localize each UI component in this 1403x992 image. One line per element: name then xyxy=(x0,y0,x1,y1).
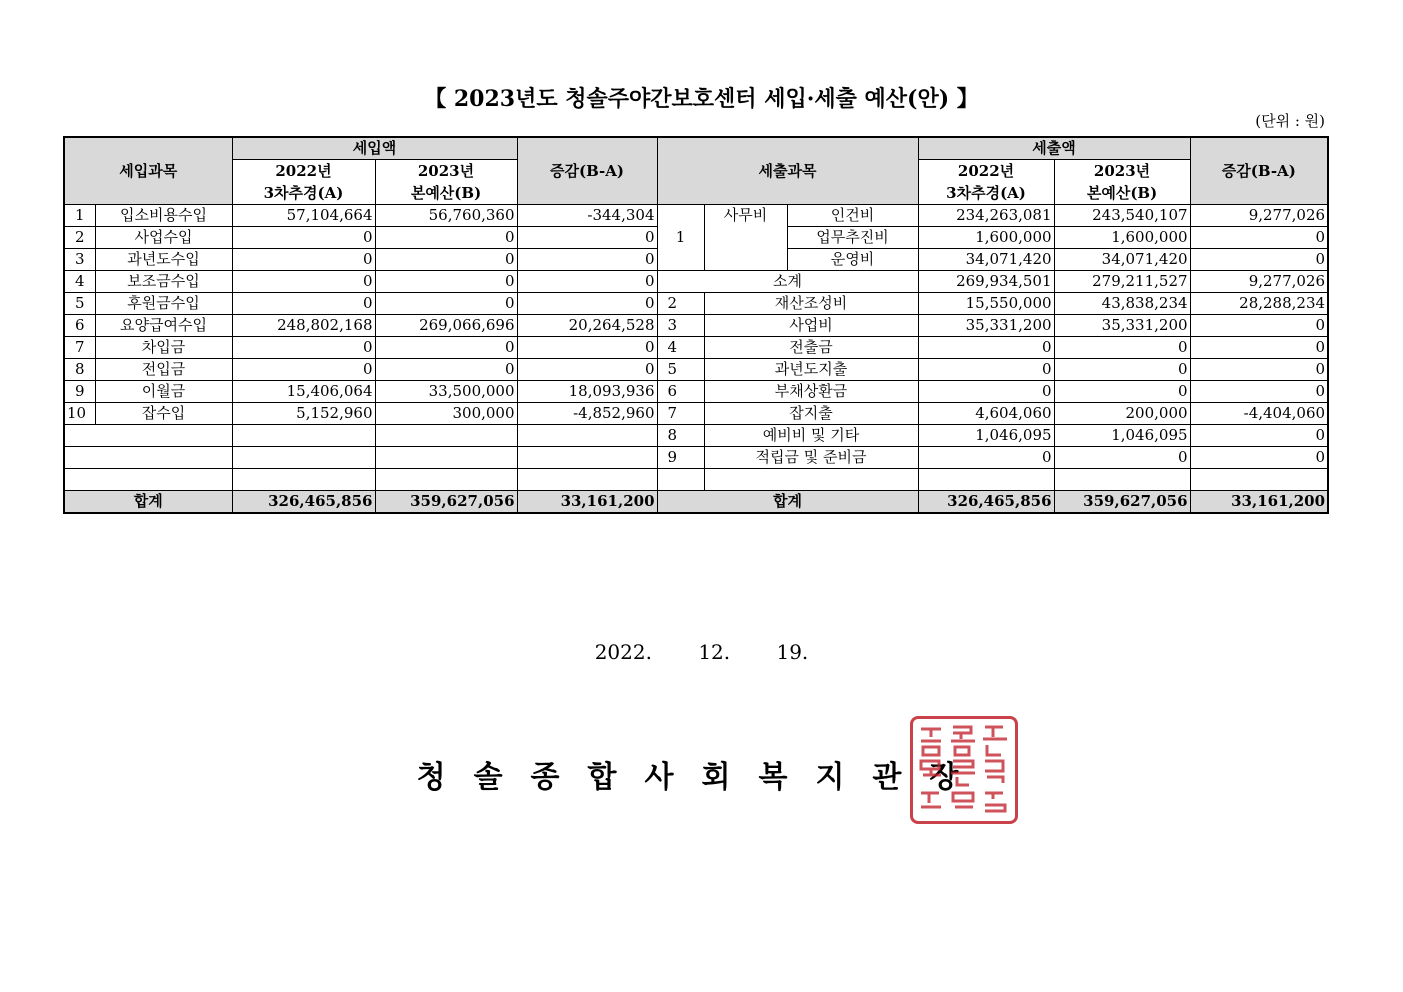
expense-name: 예비비 및 기타 xyxy=(704,425,918,447)
expense-diff: 0 xyxy=(1190,227,1328,249)
expense-no: 1 xyxy=(657,205,704,271)
expense-2023-header: 2023년 xyxy=(1054,160,1190,183)
expense-2022: 269,934,501 xyxy=(918,271,1054,293)
expense-2022-sub: 3차추경(A) xyxy=(918,182,1054,205)
income-2023: 0 xyxy=(375,249,517,271)
income-2023: 0 xyxy=(375,293,517,315)
expense-2023-sub: 본예산(B) xyxy=(1054,182,1190,205)
table-row xyxy=(64,271,1328,293)
income-total-2023: 359,627,056 xyxy=(375,491,517,514)
expense-item-header: 세출과목 xyxy=(657,137,918,205)
empty-cell xyxy=(375,469,517,491)
expense-diff: 0 xyxy=(1190,337,1328,359)
page-title: 【 2023년도 청솔주야간보호센터 세입·세출 예산(안) 】 xyxy=(424,86,979,112)
income-name: 잡수입 xyxy=(95,403,232,425)
income-2023: 269,066,696 xyxy=(375,315,517,337)
empty-cell xyxy=(517,447,657,469)
expense-2022: 0 xyxy=(918,447,1054,469)
expense-2023: 0 xyxy=(1054,337,1190,359)
total-row xyxy=(64,491,1328,514)
income-no: 1 xyxy=(64,205,95,227)
expense-no: 6 xyxy=(657,381,704,403)
table-row xyxy=(64,447,1328,469)
expense-subtotal-label: 소계 xyxy=(657,271,918,293)
income-amount-header: 세입액 xyxy=(232,137,517,160)
empty-cell xyxy=(64,469,232,491)
income-no: 10 xyxy=(64,403,95,425)
expense-2023: 1,600,000 xyxy=(1054,227,1190,249)
expense-name: 재산조성비 xyxy=(704,293,918,315)
expense-diff: 0 xyxy=(1190,425,1328,447)
income-2022: 5,152,960 xyxy=(232,403,375,425)
expense-2022: 15,550,000 xyxy=(918,293,1054,315)
header-row-1 xyxy=(64,137,1328,160)
expense-2022: 0 xyxy=(918,381,1054,403)
expense-2022: 234,263,081 xyxy=(918,205,1054,227)
income-diff: -4,852,960 xyxy=(517,403,657,425)
expense-no: 3 xyxy=(657,315,704,337)
expense-2023: 1,046,095 xyxy=(1054,425,1190,447)
expense-diff: -4,404,060 xyxy=(1190,403,1328,425)
income-name: 전입금 xyxy=(95,359,232,381)
expense-name: 사업비 xyxy=(704,315,918,337)
income-no: 7 xyxy=(64,337,95,359)
expense-2023: 0 xyxy=(1054,447,1190,469)
table-row xyxy=(64,359,1328,381)
income-name: 요양급여수입 xyxy=(95,315,232,337)
empty-cell xyxy=(704,469,918,491)
expense-subitem: 운영비 xyxy=(787,249,918,271)
official-seal-icon xyxy=(910,716,1018,824)
income-no: 2 xyxy=(64,227,95,249)
income-diff: 0 xyxy=(517,227,657,249)
income-2023: 33,500,000 xyxy=(375,381,517,403)
expense-diff: 0 xyxy=(1190,315,1328,337)
table-row xyxy=(64,469,1328,491)
table-row xyxy=(64,425,1328,447)
income-2022-sub: 3차추경(A) xyxy=(232,182,375,205)
expense-2023: 200,000 xyxy=(1054,403,1190,425)
expense-2023: 243,540,107 xyxy=(1054,205,1190,227)
expense-2023: 0 xyxy=(1054,381,1190,403)
seal-graphic xyxy=(913,719,1015,821)
income-name: 차입금 xyxy=(95,337,232,359)
expense-diff: 0 xyxy=(1190,359,1328,381)
expense-diff-header: 증감(B-A) xyxy=(1190,137,1328,205)
expense-no: 5 xyxy=(657,359,704,381)
income-2022: 0 xyxy=(232,249,375,271)
empty-cell xyxy=(657,469,704,491)
expense-diff: 0 xyxy=(1190,249,1328,271)
expense-amount-header: 세출액 xyxy=(918,137,1190,160)
empty-cell xyxy=(64,425,232,447)
expense-no: 2 xyxy=(657,293,704,315)
income-name: 과년도수입 xyxy=(95,249,232,271)
income-total-2022: 326,465,856 xyxy=(232,491,375,514)
table-row xyxy=(64,293,1328,315)
income-no: 9 xyxy=(64,381,95,403)
empty-cell xyxy=(375,447,517,469)
empty-cell xyxy=(232,469,375,491)
income-diff: 0 xyxy=(517,271,657,293)
expense-2022-header: 2022년 xyxy=(918,160,1054,183)
income-diff: 0 xyxy=(517,359,657,381)
empty-cell xyxy=(375,425,517,447)
income-total-diff: 33,161,200 xyxy=(517,491,657,514)
income-2023: 56,760,360 xyxy=(375,205,517,227)
income-2023: 300,000 xyxy=(375,403,517,425)
expense-diff: 0 xyxy=(1190,447,1328,469)
income-2022-header: 2022년 xyxy=(232,160,375,183)
expense-total-label: 합계 xyxy=(657,491,918,514)
income-2023-header: 2023년 xyxy=(375,160,517,183)
income-no: 3 xyxy=(64,249,95,271)
organization-name: 청솔종합사회복지관장 xyxy=(416,760,987,795)
expense-office-label: 사무비 xyxy=(704,205,787,271)
income-diff: 18,093,936 xyxy=(517,381,657,403)
income-diff: 20,264,528 xyxy=(517,315,657,337)
income-name: 입소비용수입 xyxy=(95,205,232,227)
income-total-label: 합계 xyxy=(64,491,232,514)
income-diff: -344,304 xyxy=(517,205,657,227)
income-no: 8 xyxy=(64,359,95,381)
income-2022: 0 xyxy=(232,293,375,315)
expense-diff: 9,277,026 xyxy=(1190,271,1328,293)
income-2023: 0 xyxy=(375,359,517,381)
income-no: 5 xyxy=(64,293,95,315)
income-2023: 0 xyxy=(375,227,517,249)
empty-cell xyxy=(1054,469,1190,491)
table-row xyxy=(64,337,1328,359)
table-row xyxy=(64,403,1328,425)
income-2023-sub: 본예산(B) xyxy=(375,182,517,205)
income-2022: 0 xyxy=(232,227,375,249)
empty-cell xyxy=(517,425,657,447)
income-name: 보조금수입 xyxy=(95,271,232,293)
expense-name: 전출금 xyxy=(704,337,918,359)
expense-2022: 35,331,200 xyxy=(918,315,1054,337)
income-diff: 0 xyxy=(517,293,657,315)
table-row xyxy=(64,315,1328,337)
expense-name: 부채상환금 xyxy=(704,381,918,403)
unit-label: (단위 : 원) xyxy=(1255,112,1325,130)
income-2023: 0 xyxy=(375,337,517,359)
income-2022: 248,802,168 xyxy=(232,315,375,337)
income-name: 이월금 xyxy=(95,381,232,403)
expense-2023: 34,071,420 xyxy=(1054,249,1190,271)
empty-cell xyxy=(1190,469,1328,491)
document-date: 2022. 12. 19. xyxy=(594,640,809,664)
expense-name: 잡지출 xyxy=(704,403,918,425)
expense-2022: 0 xyxy=(918,359,1054,381)
income-2022: 15,406,064 xyxy=(232,381,375,403)
empty-cell xyxy=(918,469,1054,491)
income-no: 4 xyxy=(64,271,95,293)
table-row xyxy=(64,381,1328,403)
expense-2022: 1,046,095 xyxy=(918,425,1054,447)
expense-2022: 0 xyxy=(918,337,1054,359)
expense-2022: 34,071,420 xyxy=(918,249,1054,271)
income-2022: 0 xyxy=(232,337,375,359)
expense-name: 과년도지출 xyxy=(704,359,918,381)
expense-2023: 43,838,234 xyxy=(1054,293,1190,315)
expense-total-diff: 33,161,200 xyxy=(1190,491,1328,514)
expense-2022: 4,604,060 xyxy=(918,403,1054,425)
expense-name: 적립금 및 준비금 xyxy=(704,447,918,469)
income-diff-header: 증감(B-A) xyxy=(517,137,657,205)
empty-cell xyxy=(517,469,657,491)
income-diff: 0 xyxy=(517,337,657,359)
table-row xyxy=(64,205,1328,227)
expense-total-2023: 359,627,056 xyxy=(1054,491,1190,514)
income-no: 6 xyxy=(64,315,95,337)
empty-cell xyxy=(64,447,232,469)
expense-no: 7 xyxy=(657,403,704,425)
expense-2023: 35,331,200 xyxy=(1054,315,1190,337)
income-2022: 0 xyxy=(232,359,375,381)
expense-total-2022: 326,465,856 xyxy=(918,491,1054,514)
budget-table xyxy=(63,136,1329,514)
income-name: 사업수입 xyxy=(95,227,232,249)
expense-diff: 9,277,026 xyxy=(1190,205,1328,227)
expense-diff: 0 xyxy=(1190,381,1328,403)
income-2022: 57,104,664 xyxy=(232,205,375,227)
empty-cell xyxy=(232,447,375,469)
expense-diff: 28,288,234 xyxy=(1190,293,1328,315)
expense-subitem: 인건비 xyxy=(787,205,918,227)
expense-2022: 1,600,000 xyxy=(918,227,1054,249)
expense-no: 9 xyxy=(657,447,704,469)
income-diff: 0 xyxy=(517,249,657,271)
income-name: 후원금수입 xyxy=(95,293,232,315)
expense-subitem: 업무추진비 xyxy=(787,227,918,249)
income-2023: 0 xyxy=(375,271,517,293)
income-2022: 0 xyxy=(232,271,375,293)
empty-cell xyxy=(232,425,375,447)
expense-no: 8 xyxy=(657,425,704,447)
expense-2023: 279,211,527 xyxy=(1054,271,1190,293)
expense-no: 4 xyxy=(657,337,704,359)
expense-2023: 0 xyxy=(1054,359,1190,381)
income-item-header: 세입과목 xyxy=(64,137,232,205)
